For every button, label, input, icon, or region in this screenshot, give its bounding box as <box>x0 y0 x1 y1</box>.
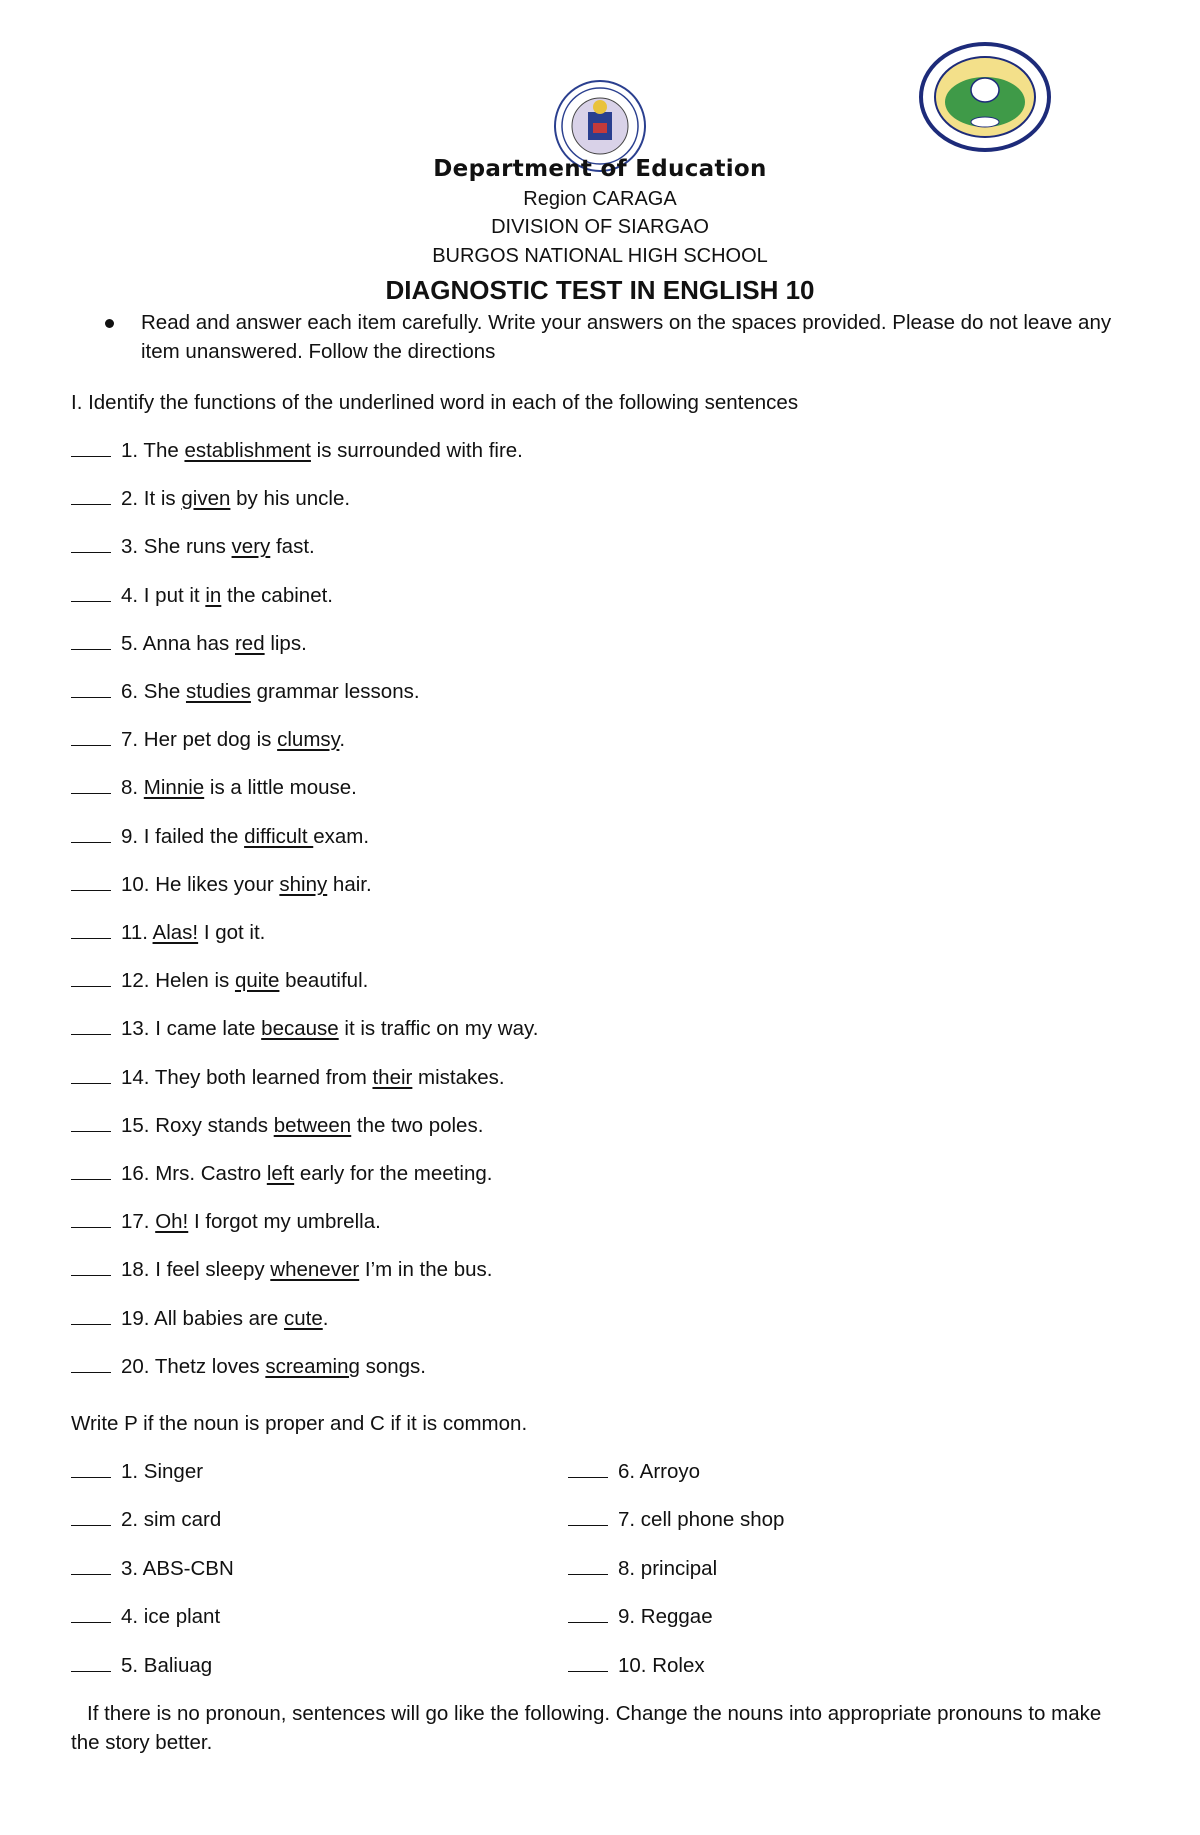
part1-item <box>71 1014 538 1043</box>
answer-blank[interactable] <box>71 1065 111 1084</box>
item-text: 13. I came late <box>121 1017 262 1041</box>
part1-item <box>71 1304 328 1333</box>
item-text: 1. Singer <box>121 1460 204 1483</box>
answer-blank[interactable] <box>71 1306 111 1325</box>
part2-item <box>71 1457 203 1486</box>
item-text: 7. Her pet dog is <box>121 728 278 752</box>
answer-blank[interactable] <box>71 1507 111 1526</box>
item-text: mistakes. <box>412 1065 505 1089</box>
item-text: 15. Roxy stands <box>121 1113 274 1137</box>
item-text: I’m in the bus. <box>359 1258 493 1282</box>
item-text: 5. Baliuag <box>121 1653 213 1677</box>
item-text: 12. Helen is <box>121 969 235 993</box>
answer-blank[interactable] <box>71 920 111 939</box>
answer-blank[interactable] <box>71 968 111 987</box>
item-text: 7. cell phone shop <box>618 1508 785 1532</box>
answer-blank[interactable] <box>568 1459 608 1478</box>
item-text: 14. They both learned from <box>121 1065 373 1089</box>
item-text: 3. ABS-CBN <box>121 1556 234 1580</box>
part1-item <box>71 1159 492 1188</box>
item-text: 5. Anna has <box>121 631 235 655</box>
underlined-word: Minnie <box>143 776 205 800</box>
part1-item <box>71 1255 493 1284</box>
part3-text: If there is no pronoun, sentences will go like the following. Change the nouns into appropriate pronouns to make the story better. <box>71 1702 1102 1754</box>
part2-item <box>71 1554 234 1583</box>
answer-blank[interactable] <box>568 1653 608 1672</box>
part1-item <box>71 1207 381 1236</box>
division-heading: DIVISION OF SIARGAO <box>491 216 709 238</box>
part1-item <box>71 870 372 899</box>
underlined-word: between <box>273 1113 352 1137</box>
item-text: 10. Rolex <box>618 1653 705 1677</box>
department-heading: Department of Education <box>433 156 767 182</box>
answer-blank[interactable] <box>71 1113 111 1132</box>
item-text: 9. Reggae <box>618 1605 713 1629</box>
part1-item <box>71 629 307 658</box>
bullet-icon <box>105 319 114 328</box>
underlined-word: screaming <box>265 1354 360 1378</box>
underlined-word: Alas! <box>152 921 199 944</box>
item-text: fast. <box>270 535 315 559</box>
underlined-word: red <box>234 631 265 655</box>
underlined-word: Oh! <box>155 1210 189 1234</box>
underlined-word: difficult <box>244 824 314 848</box>
underlined-word: very <box>231 535 271 559</box>
underlined-word: clumsy <box>277 728 340 752</box>
item-text: 8. principal <box>618 1556 718 1580</box>
part1-heading: I. Identify the functions of the underlined word in each of the following sentences <box>71 391 799 414</box>
item-text: hair. <box>327 872 372 896</box>
part2-item <box>568 1505 784 1534</box>
test-title: DIAGNOSTIC TEST IN ENGLISH 10 <box>385 275 815 305</box>
part2-item <box>568 1602 713 1631</box>
item-text: the cabinet. <box>221 583 333 607</box>
item-text: 19. All babies are <box>121 1306 284 1330</box>
item-text: exam. <box>313 824 370 848</box>
item-text: 9. I failed the <box>121 824 245 848</box>
answer-blank[interactable] <box>71 679 111 698</box>
answer-blank[interactable] <box>71 1354 111 1373</box>
school-seal-logo <box>919 42 1051 152</box>
answer-blank[interactable] <box>71 1459 111 1478</box>
part1-item <box>71 677 420 706</box>
item-text: beautiful. <box>279 969 369 993</box>
region-heading: Region CARAGA <box>523 188 677 210</box>
item-text: 4. I put it <box>121 583 206 607</box>
underlined-word: their <box>372 1065 413 1089</box>
item-text: . <box>339 728 346 752</box>
underlined-word: left <box>266 1162 295 1185</box>
underlined-word: because <box>261 1017 339 1041</box>
underlined-word: shiny <box>279 872 328 896</box>
part1-item <box>71 436 523 465</box>
item-text: the two poles. <box>351 1113 484 1137</box>
part2-item <box>568 1457 700 1486</box>
item-text: grammar lessons. <box>250 680 420 703</box>
answer-blank[interactable] <box>71 1016 111 1035</box>
answer-blank[interactable] <box>568 1507 608 1526</box>
item-text: I forgot my umbrella. <box>188 1210 381 1234</box>
part1-item <box>71 581 333 610</box>
school-heading: BURGOS NATIONAL HIGH SCHOOL <box>432 245 768 267</box>
item-text: 1. The <box>121 439 185 462</box>
answer-blank[interactable] <box>71 583 111 602</box>
part1-item <box>71 822 369 851</box>
answer-blank[interactable] <box>71 1556 111 1575</box>
item-text: 3. She runs <box>121 535 232 559</box>
part1-item <box>71 1352 426 1381</box>
item-text: by his uncle. <box>230 487 351 511</box>
item-text: 8. <box>121 776 144 800</box>
answer-blank[interactable] <box>71 1653 111 1672</box>
underlined-word: given <box>181 487 231 511</box>
part1-item <box>71 484 350 513</box>
answer-blank[interactable] <box>71 1257 111 1276</box>
underlined-word: whenever <box>270 1258 360 1282</box>
item-text: 11. <box>121 921 153 944</box>
underlined-word: quite <box>234 969 280 993</box>
item-text: songs. <box>359 1354 427 1378</box>
item-text: 17. <box>121 1210 156 1234</box>
instructions-text: Read and answer each item carefully. Write your answers on the spaces provided. Please do not leave any item unanswered. Follow the directions <box>141 311 1112 363</box>
answer-blank[interactable] <box>71 534 111 553</box>
item-text: 4. ice plant <box>121 1605 221 1629</box>
part1-item <box>71 1111 483 1140</box>
item-text: early for the meeting. <box>294 1162 493 1185</box>
answer-blank[interactable] <box>568 1556 608 1575</box>
answer-blank[interactable] <box>71 1604 111 1623</box>
answer-blank[interactable] <box>71 872 111 891</box>
part1-item <box>71 966 368 995</box>
answer-blank[interactable] <box>71 824 111 843</box>
answer-blank[interactable] <box>71 1161 111 1180</box>
underlined-word: studies <box>185 680 251 703</box>
underlined-word: cute <box>283 1306 323 1330</box>
answer-blank[interactable] <box>71 438 111 457</box>
item-text: is a little mouse. <box>204 776 357 800</box>
part1-item <box>71 1063 505 1092</box>
item-text: 2. It is <box>121 487 182 511</box>
part2-item <box>568 1554 717 1583</box>
part2-item <box>71 1602 220 1631</box>
part2-heading: Write P if the noun is proper and C if it is common. <box>71 1412 528 1435</box>
item-text: it is traffic on my way. <box>338 1017 539 1041</box>
item-text: 2. sim card <box>121 1508 222 1532</box>
item-text: 20. Thetz loves <box>121 1354 266 1378</box>
item-text: 16. Mrs. Castro <box>121 1162 267 1185</box>
item-text: 18. I feel sleepy <box>121 1258 271 1282</box>
answer-blank[interactable] <box>71 486 111 505</box>
answer-blank[interactable] <box>71 727 111 746</box>
underlined-word: establishment <box>184 439 311 462</box>
answer-blank[interactable] <box>71 631 111 650</box>
item-text: is surrounded with fire. <box>310 439 523 462</box>
answer-blank[interactable] <box>71 1209 111 1228</box>
underlined-word: in <box>205 583 222 607</box>
answer-blank[interactable] <box>71 775 111 794</box>
item-text: 10. He likes your <box>121 872 280 896</box>
item-text: . <box>322 1306 329 1330</box>
part2-item <box>71 1651 212 1680</box>
part2-item <box>568 1651 705 1680</box>
part1-item <box>71 532 315 561</box>
part2-item <box>71 1505 221 1534</box>
item-text: 6. She <box>121 680 186 703</box>
part1-item <box>71 918 265 947</box>
item-text: I got it. <box>198 921 266 944</box>
part1-item <box>71 773 357 802</box>
item-text: 6. Arroyo <box>618 1460 701 1483</box>
part1-item <box>71 725 345 754</box>
item-text: lips. <box>264 631 307 655</box>
answer-blank[interactable] <box>568 1604 608 1623</box>
